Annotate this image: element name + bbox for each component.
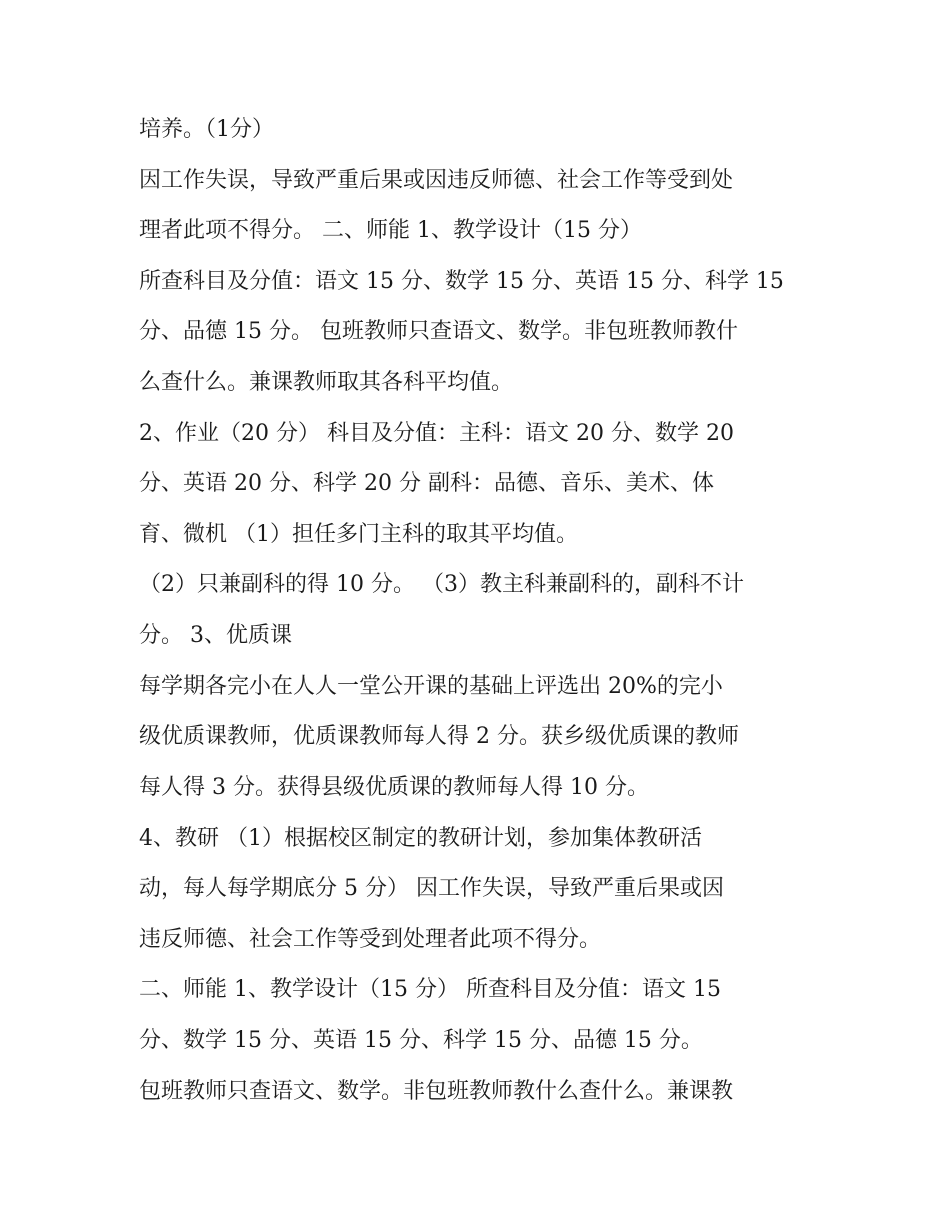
- text-line: 分。 3、优质课: [139, 623, 292, 648]
- text-line: 分、英语 20 分、科学 20 分 副科：品德、音乐、美术、体: [139, 471, 714, 496]
- text-line: 每人得 3 分。获得县级优质课的教师每人得 10 分。: [139, 775, 649, 800]
- text-line: 么查什么。兼课教师取其各科平均值。: [139, 370, 514, 395]
- text-line: 级优质课教师，优质课教师每人得 2 分。获乡级优质课的教师: [139, 724, 739, 749]
- text-line: 分、数学 15 分、英语 15 分、科学 15 分、品德 15 分。: [139, 1028, 703, 1053]
- text-line: 培养。（1分）: [139, 117, 274, 142]
- text-line: 分、品德 15 分。 包班教师只查语文、数学。非包班教师教什: [139, 319, 738, 344]
- text-line: 二、师能 1、教学设计（15 分） 所查科目及分值：语文 15: [139, 977, 721, 1002]
- text-line: 所查科目及分值：语文 15 分、数学 15 分、英语 15 分、科学 15: [139, 269, 784, 294]
- text-line: 每学期各完小在人人一堂公开课的基础上评选出 20%的完小: [139, 674, 723, 699]
- text-line: 动，每人每学期底分 5 分） 因工作失误，导致严重后果或因: [139, 876, 724, 901]
- text-line: 理者此项不得分。 二、师能 1、教学设计（15 分）: [139, 218, 642, 243]
- text-line: 4、教研 （1）根据校区制定的教研计划，参加集体教研活: [139, 826, 702, 851]
- text-line: 包班教师只查语文、数学。非包班教师教什么查什么。兼课教: [139, 1079, 734, 1104]
- text-line: 违反师德、社会工作等受到处理者此项不得分。: [139, 927, 602, 952]
- text-line: （2）只兼副科的得 10 分。 （3）教主科兼副科的，副科不计: [139, 572, 744, 597]
- text-line: 育、微机 （1）担任多门主科的取其平均值。: [139, 522, 578, 547]
- text-line: 因工作失误，导致严重后果或因违反师德、社会工作等受到处: [139, 168, 734, 193]
- text-line: 2、作业（20 分） 科目及分值：主科：语文 20 分、数学 20: [139, 421, 734, 446]
